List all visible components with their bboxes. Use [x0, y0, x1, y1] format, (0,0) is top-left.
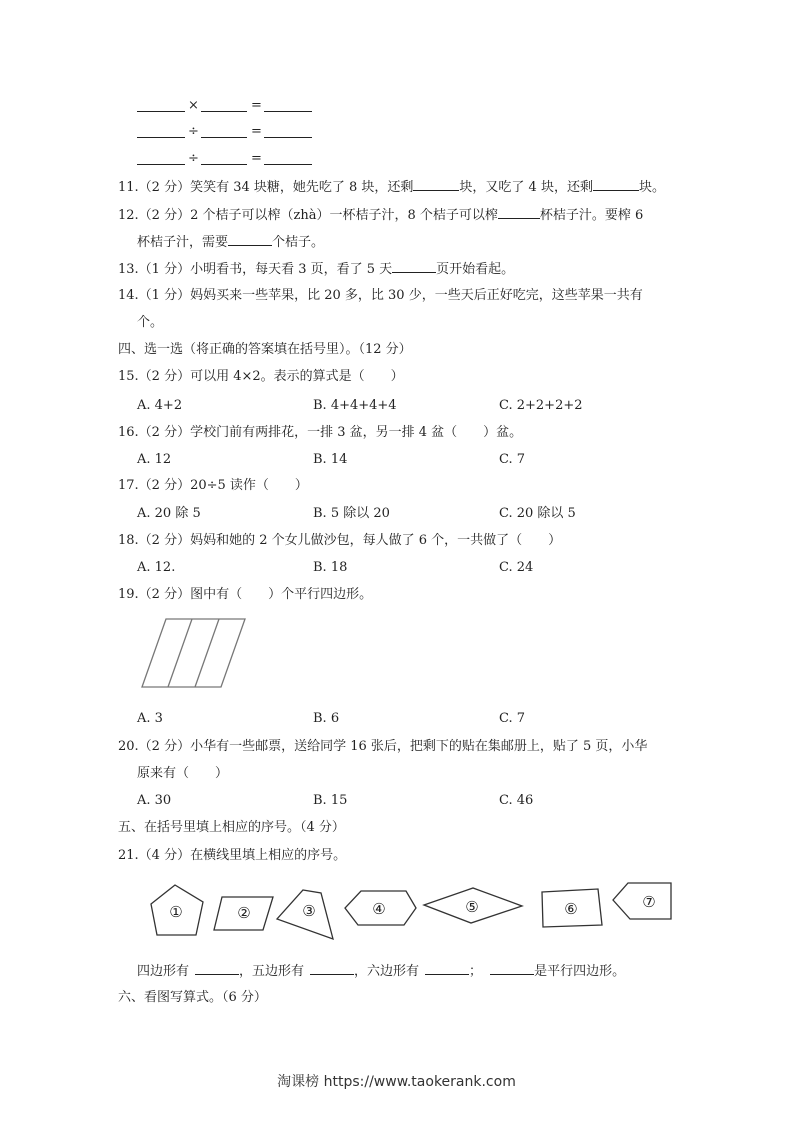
answer-prompt: 四边形有 [137, 964, 190, 979]
equation-blank [201, 151, 247, 165]
answer-prompt: ，六边形有 [354, 964, 420, 979]
shape-label-1: ① [169, 903, 183, 921]
shape-label-4: ④ [372, 900, 386, 918]
question-text: 杯桔子汁。要榨 6 [539, 208, 644, 223]
question-15: 15.（2 分）可以用 4×2。表示的算式是（ ） [118, 369, 404, 384]
section-4-heading: 四、选一选（将正确的答案填在括号里）。（12 分） [118, 342, 412, 357]
equation-blank [264, 98, 312, 112]
option-b: B. 15 [313, 793, 348, 808]
answer-blank [392, 260, 436, 273]
question-text: 杯桔子汁，需要 [137, 235, 229, 250]
option-a: A. 12. [137, 560, 176, 575]
question-21: 21.（4 分）在横线里填上相应的序号。 [118, 848, 347, 863]
parallelogram-figure [140, 617, 250, 689]
section-5-heading: 五、在括号里填上相应的序号。（4 分） [118, 820, 345, 835]
question-text: 13.（1 分）小明看书，每天看 3 页，看了 5 天 [118, 262, 393, 277]
equals-sign: = [251, 151, 262, 166]
answer-blank [490, 962, 534, 975]
answer-blank [413, 178, 459, 191]
question-13 [118, 260, 514, 278]
question-17: 17.（2 分）20÷5 读作（ ） [118, 478, 308, 493]
option-c: C. 7 [499, 452, 526, 467]
answer-prompt: ，五边形有 [239, 964, 305, 979]
option-b: B. 4+4+4+4 [313, 398, 397, 413]
option-a: A. 30 [137, 793, 172, 808]
option-c: C. 24 [499, 560, 534, 575]
section-6-heading: 六、看图写算式。（6 分） [118, 990, 267, 1005]
equation-blank [201, 124, 247, 138]
shapes-figure [140, 878, 680, 944]
option-c: C. 46 [499, 793, 534, 808]
answer-blank [593, 178, 639, 191]
equation-blank [264, 151, 312, 165]
option-a: A. 20 除 5 [137, 506, 201, 521]
answer-blank [310, 962, 354, 975]
option-b: B. 6 [313, 711, 340, 726]
shape-label-2: ② [237, 904, 251, 922]
operator: ÷ [188, 151, 199, 166]
footer-watermark: 淘课榜 https://www.taokerank.com [277, 1074, 516, 1090]
option-c: C. 7 [499, 711, 526, 726]
shape-label-6: ⑥ [564, 900, 578, 918]
shape-label-7: ⑦ [642, 893, 656, 911]
option-c: C. 2+2+2+2 [499, 398, 583, 413]
divider-line [168, 619, 192, 687]
question-12-line-2 [137, 233, 324, 251]
answer-blank [228, 233, 272, 246]
equation-blank [264, 124, 312, 138]
question-12-line-1 [118, 206, 643, 224]
question-text: 页开始看起。 [436, 262, 515, 277]
question-text: 块。 [638, 180, 665, 195]
option-c: C. 20 除以 5 [499, 506, 576, 521]
shape-label-5: ⑤ [465, 898, 479, 916]
question-14-line-2: 个。 [137, 315, 164, 330]
question-20-line-1: 20.（2 分）小华有一些邮票，送给同学 16 张后，把剩下的贴在集邮册上，贴了 5 页，小华 [118, 739, 648, 754]
option-a: A. 3 [137, 711, 163, 726]
question-20-line-2: 原来有（ ） [137, 766, 229, 781]
option-b: B. 5 除以 20 [313, 506, 390, 521]
equation-blank [137, 151, 185, 165]
answer-prompt: ； [469, 964, 483, 979]
operator: ÷ [188, 124, 199, 139]
question-text: 12.（2 分）2 个桔子可以榨（zhà）一杯桔子汁，8 个桔子可以榨 [118, 208, 498, 223]
question-21-answer-line [137, 962, 625, 980]
question-16: 16.（2 分）学校门前有两排花，一排 3 盆，另一排 4 盆（ ）盆。 [118, 425, 523, 440]
equals-sign: = [251, 124, 262, 139]
answer-prompt: 是平行四边形。 [534, 964, 626, 979]
question-11 [118, 178, 665, 196]
parallelogram-outline [142, 619, 245, 687]
question-18: 18.（2 分）妈妈和她的 2 个女儿做沙包，每人做了 6 个，一共做了（ ） [118, 533, 562, 548]
question-text: 块，又吃了 4 块，还剩 [459, 180, 593, 195]
equation-blank [137, 124, 185, 138]
question-19: 19.（2 分）图中有（ ）个平行四边形。 [118, 587, 373, 602]
question-text: 个桔子。 [272, 235, 325, 250]
divider-line [195, 619, 219, 687]
answer-blank [195, 962, 239, 975]
equation-blank [137, 98, 185, 112]
answer-blank [498, 206, 540, 219]
answer-blank [425, 962, 469, 975]
operator: × [188, 98, 199, 113]
question-text: 11.（2 分）笑笑有 34 块糖，她先吃了 8 块，还剩 [118, 180, 414, 195]
option-a: A. 12 [137, 452, 172, 467]
equals-sign: = [251, 98, 262, 113]
option-b: B. 14 [313, 452, 348, 467]
shape-label-3: ③ [302, 902, 316, 920]
equation-blank [201, 98, 247, 112]
question-14-line-1: 14.（1 分）妈妈买来一些苹果，比 20 多，比 30 少，一些天后正好吃完，这些苹果一共有 [118, 288, 643, 303]
option-a: A. 4+2 [137, 398, 183, 413]
option-b: B. 18 [313, 560, 348, 575]
